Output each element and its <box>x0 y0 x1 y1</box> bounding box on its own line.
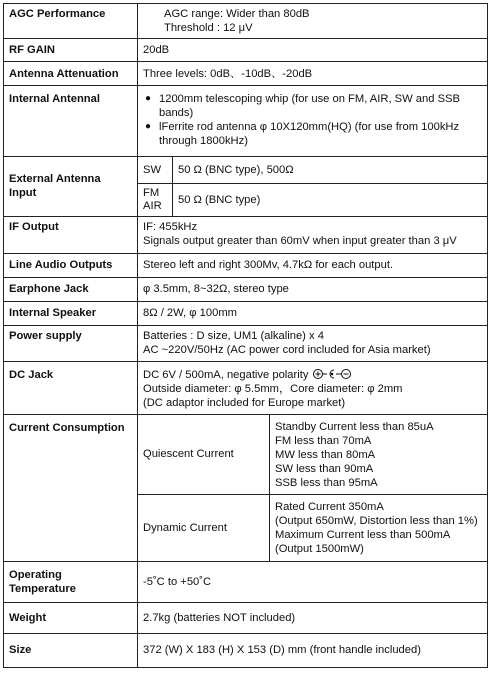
agc-label: AGC Performance <box>4 4 138 39</box>
dc-jack-diameter: Outside diameter: φ 5.5mm，Core diameter: φ 2mm <box>143 382 403 395</box>
spec-table <box>3 3 488 668</box>
sw-value: 50 Ω (BNC type), 500Ω <box>178 163 294 176</box>
row-line-audio-outputs <box>4 253 488 277</box>
earphone-jack-value: φ 3.5mm, 8~32Ω, stereo type <box>138 277 488 301</box>
dynamic-label: Dynamic Current <box>138 495 270 561</box>
row-rf-gain <box>4 39 488 62</box>
if-output-value: IF: 455kHz Signals output greater than 60mV when input greater than 3 μV <box>138 216 488 253</box>
operating-temperature-label: Operating Temperature <box>4 561 138 602</box>
row-operating-temperature <box>4 561 488 602</box>
antenna-attenuation-value: Three levels: 0dB、-10dB、-20dB <box>138 62 488 86</box>
size-label: Size <box>4 633 138 667</box>
internal-antennal-value <box>138 86 488 157</box>
fm-air-value: 50 Ω (BNC type) <box>173 183 488 216</box>
current-consumption-value <box>138 414 488 561</box>
if-output-label: IF Output <box>4 216 138 253</box>
row-earphone-jack <box>4 277 488 301</box>
dc-jack-adaptor: (DC adaptor included for Europe market) <box>143 396 346 409</box>
current-consumption-label: Current Consumption <box>4 414 138 561</box>
dynamic-values: Rated Current 350mA (Output 650mW, Distortion less than 1%) Maximum Current less than 500mA (Output 1500mW) <box>270 495 488 561</box>
whip-bullet: ● 1200mm telescoping whip (for use on FM, AIR, SW and SSB bands) <box>143 92 482 120</box>
agc-range: AGC range: Wider than 80dB <box>164 8 310 20</box>
row-internal-antennal <box>4 86 488 157</box>
agc-threshold: Threshold : 12 μV <box>164 22 253 34</box>
external-antenna-value <box>138 157 488 217</box>
fm-air-label: FM AIR <box>138 183 173 216</box>
sw-label: SW <box>138 157 173 183</box>
quiescent-label: Quiescent Current <box>138 415 270 495</box>
operating-temperature-value: -5˚C to +50˚C <box>138 561 488 602</box>
dc-jack-label: DC Jack <box>4 361 138 414</box>
internal-speaker-label: Internal Speaker <box>4 301 138 325</box>
row-power-supply <box>4 325 488 361</box>
row-internal-speaker <box>4 301 488 325</box>
row-weight <box>4 602 488 633</box>
line-audio-outputs-label: Line Audio Outputs <box>4 253 138 277</box>
row-external-antenna <box>4 157 488 217</box>
rf-gain-label: RF GAIN <box>4 39 138 62</box>
dc-jack-spec: DC 6V / 500mA, negative polarity <box>143 368 309 381</box>
size-value: 372 (W) X 183 (H) X 153 (D) mm (front handle included) <box>138 633 488 667</box>
power-supply-value: Batteries : D size, UM1 (alkaline) x 4 AC ~220V/50Hz (AC power cord included for Asia market) <box>138 325 488 361</box>
agc-value <box>138 4 488 39</box>
rf-gain-value: 20dB <box>138 39 488 62</box>
row-dc-jack <box>4 361 488 414</box>
ferrite-bullet: ● lFerrite rod antenna φ 10X120mm(HQ) (for use from 100kHz through 1800kHz) <box>143 120 482 148</box>
quiescent-values: Standby Current less than 85uA FM less than 70mA MW less than 80mA SW less than 90mA SSB less than 95mA <box>275 420 434 489</box>
row-if-output <box>4 216 488 253</box>
row-agc <box>4 4 488 39</box>
weight-label: Weight <box>4 602 138 633</box>
antenna-attenuation-label: Antenna Attenuation <box>4 62 138 86</box>
internal-speaker-value: 8Ω / 2W, φ 100mm <box>138 301 488 325</box>
power-supply-label: Power supply <box>4 325 138 361</box>
row-antenna-attenuation <box>4 62 488 86</box>
external-antenna-subtable <box>138 157 487 216</box>
row-size <box>4 633 488 667</box>
earphone-jack-label: Earphone Jack <box>4 277 138 301</box>
current-subtable <box>138 415 487 561</box>
internal-antennal-label: Internal Antennal <box>4 86 138 157</box>
dc-jack-value <box>138 361 488 414</box>
row-current-consumption <box>4 414 488 561</box>
line-audio-outputs-value: Stereo left and right 300Mv, 4.7kΩ for each output. <box>138 253 488 277</box>
weight-value: 2.7kg (batteries NOT included) <box>138 602 488 633</box>
external-antenna-label: External Antenna Input <box>4 157 138 217</box>
polarity-icon <box>312 368 352 380</box>
